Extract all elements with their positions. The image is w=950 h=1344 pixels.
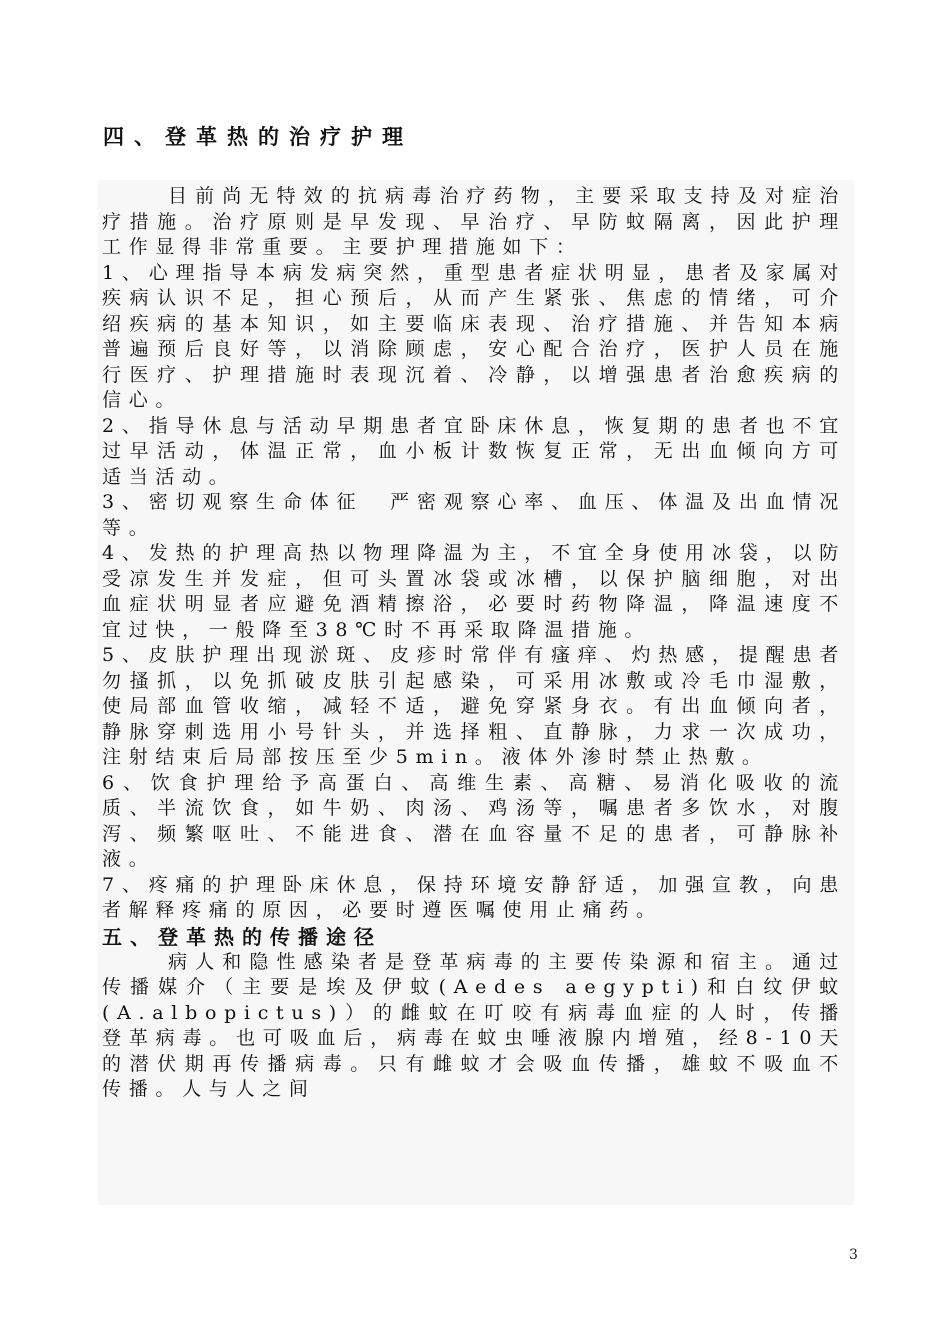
paragraph-item-2: 2、指导休息与活动早期患者宜卧床休息，恢复期的患者也不宜过早活动，体温正常，血小板计数恢复正常，无出血倾向方可适当活动。 <box>102 414 846 488</box>
page-number: 3 <box>849 1247 858 1263</box>
intro-paragraph: 目前尚无特效的抗病毒治疗药物，主要采取支持及对症治疗措施。治疗原则是早发现、早治疗、早防蚊隔离，因此护理工作显得非常重要。主要护理措施如下： <box>102 185 846 258</box>
section-five-paragraph: 病人和隐性感染者是登革病毒的主要传染源和宿主。通过传播媒介（主要是埃及伊蚊(Aedes aegypti)和白纹伊蚊(A.albopictus)）的雌蚊在叮咬有病毒血症的人时，传播登革病毒。也可吸血后，病毒在蚊虫唾液腺内增殖，经8-10天的潜伏期再传播病毒。只有雌蚊才会吸血传播，雄蚊不吸血不传播。人与人之间 <box>102 950 846 1100</box>
paragraph-item-1: 1、心理指导本病发病突然，重型患者症状明显，患者及家属对疾病认识不足，担心预后，从而产生紧张、焦虑的情绪，可介绍疾病的基本知识，如主要临床表现、治疗措施、并告知本病普遍预后良好等，以消除顾虑，安心配合治疗，医护人员在施行医疗、护理措施时表现沉着、冷静，以增强患者治愈疾病的信心。 <box>102 261 846 411</box>
paragraph-item-4: 4、发热的护理高热以物理降温为主，不宜全身使用冰袋，以防受凉发生并发症，但可头置冰袋或冰槽，以保护脑细胞，对出血症状明显者应避免酒精擦浴，必要时药物降温，降温速度不宜过快，一般降至38℃时不再采取降温措施。 <box>102 542 846 641</box>
body-text-block <box>98 180 854 1205</box>
section-five-heading: 五、登革热的传播途径 <box>102 924 382 949</box>
paragraph-item-3: 3、密切观察生命体征 严密观察心率、血压、体温及出血情况等。 <box>102 491 846 539</box>
paragraph-item-7: 7、疼痛的护理卧床休息，保持环境安静舒适，加强宣教，向患者解释疼痛的原因，必要时遵医嘱使用止痛药。 <box>102 873 846 921</box>
paragraph-item-6: 6、饮食护理给予高蛋白、高维生素、高糖、易消化吸收的流质、半流饮食，如牛奶、肉汤、鸡汤等，嘱患者多饮水，对腹泻、频繁呕吐、不能进食、潜在血容量不足的患者，可静脉补液。 <box>102 771 846 870</box>
paragraph-item-5: 5、皮肤护理出现淤斑、皮疹时常伴有瘙痒、灼热感，提醒患者勿搔抓，以免抓破皮肤引起感染，可采用冰敷或冷毛巾湿敷，使局部血管收缩，减轻不适，避免穿紧身衣。有出血倾向者，静脉穿刺选用小号针头，并选择粗、直静脉，力求一次成功，注射结束后局部按压至少5min。液体外渗时禁止热敷。 <box>102 644 846 768</box>
section-heading: 四、登革热的治疗护理 <box>103 124 413 149</box>
